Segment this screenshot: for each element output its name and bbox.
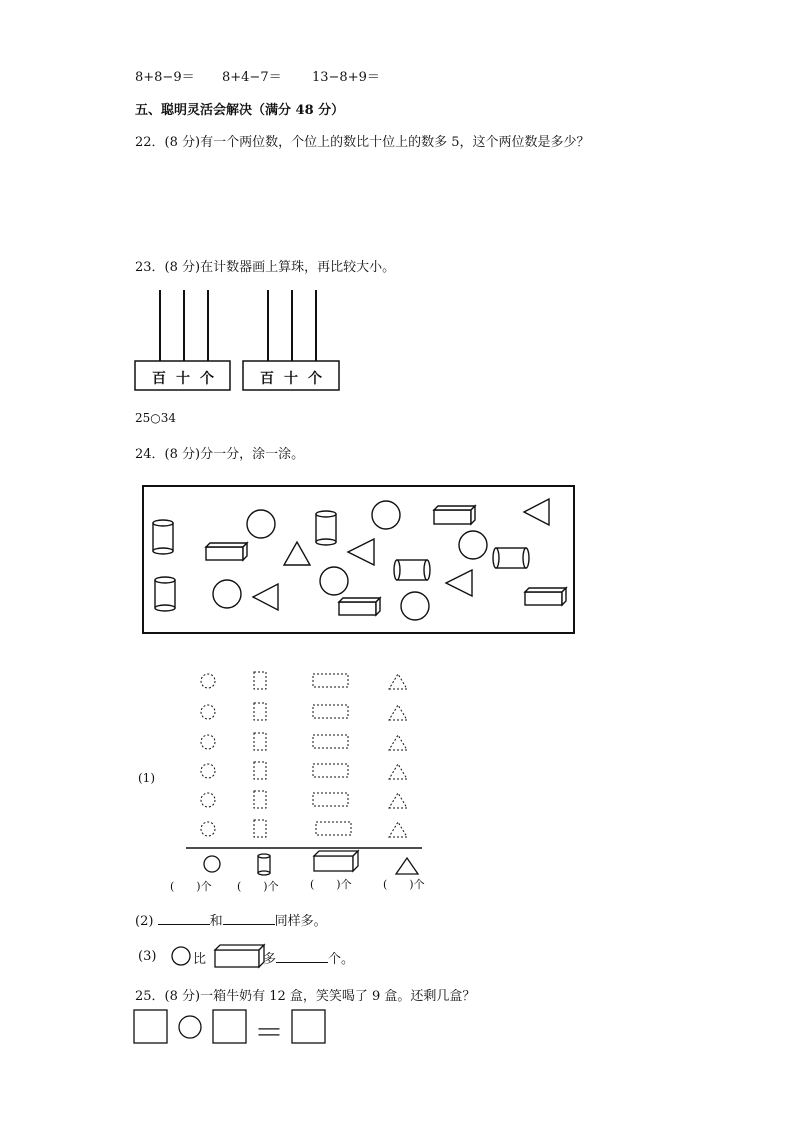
compare-text: 25○34 — [135, 411, 177, 425]
dashed-cylinders — [254, 672, 266, 837]
part3-duo-row — [263, 948, 354, 967]
cylinder-shape — [316, 511, 336, 545]
part3-duo: 多 — [263, 952, 277, 967]
count-cylinder: ( )个 — [237, 880, 279, 893]
part1-label: (1) — [138, 771, 155, 785]
part3-label: (3) — [138, 949, 157, 964]
graph-legend — [204, 851, 418, 875]
circle-shape — [213, 580, 241, 608]
cylinder-shape — [493, 548, 529, 568]
abacus-left-label-hundreds: 百 — [152, 371, 166, 387]
cuboid-shape — [525, 588, 566, 605]
part2-blank-1[interactable] — [158, 912, 210, 925]
answer-box-3 — [292, 1010, 325, 1043]
dashed-triangles — [389, 674, 407, 837]
count-triangle: ( )个 — [383, 878, 425, 891]
part2-label: (2) — [135, 914, 154, 929]
cylinder-shape — [394, 560, 430, 580]
count-cuboid: ( )个 — [310, 878, 352, 891]
operator-circle — [179, 1016, 201, 1038]
legend-cylinder — [258, 854, 270, 875]
circle-shape — [372, 501, 400, 529]
circle-shape — [459, 531, 487, 559]
cylinder-shape — [153, 520, 173, 554]
part3-end: 个。 — [328, 952, 355, 967]
abacus-right-label-tens: 十 — [284, 371, 298, 387]
answer-box-1 — [134, 1010, 167, 1043]
abacus-right-label-ones: 个 — [308, 371, 322, 387]
part3-cuboid — [215, 945, 264, 967]
legend-cuboid — [314, 851, 358, 871]
dashed-grid — [201, 672, 407, 837]
expr-3: 13−8+9＝ — [312, 70, 380, 85]
part3-bi: 比 — [193, 952, 207, 967]
part2-end: 同样多。 — [274, 914, 327, 929]
dashed-cuboids — [313, 674, 351, 835]
cuboid-shape — [339, 598, 380, 615]
abacus-right-label-hundreds: 百 — [260, 371, 274, 387]
answer-box-2 — [213, 1010, 246, 1043]
part3-blank[interactable] — [276, 950, 328, 963]
cylinder-shape — [155, 577, 175, 611]
expr-2: 8+4−7＝ — [222, 70, 282, 85]
circle-shape — [247, 510, 275, 538]
legend-triangle — [396, 858, 418, 874]
abacus-left-label-ones: 个 — [200, 371, 214, 387]
circle-shape — [401, 592, 429, 620]
question-24: 24．(8 分)分一分，涂一涂。 — [135, 447, 305, 462]
part2-blank-2[interactable] — [223, 912, 275, 925]
cuboid-shape — [206, 543, 247, 560]
part2-mid: 和 — [209, 914, 223, 929]
abacus-left-label-tens: 十 — [176, 371, 190, 387]
section-title: 五、聪明灵活会解决（满分 48 分） — [135, 103, 345, 118]
cuboid-shape — [434, 506, 475, 524]
shapes-box — [143, 486, 574, 633]
expr-1: 8+8−9＝ — [135, 70, 195, 85]
question-25: 25．(8 分)一箱牛奶有 12 盒，笑笑喝了 9 盒。还剩几盒？ — [135, 989, 476, 1004]
question-22: 22．(8 分)有一个两位数，个位上的数比十位上的数多 5，这个两位数是多少？ — [135, 135, 590, 150]
part2-row — [135, 910, 327, 929]
answer-boxes — [134, 1010, 325, 1043]
circle-shape — [320, 567, 348, 595]
count-circle: ( )个 — [170, 880, 212, 893]
legend-circle — [204, 856, 220, 872]
equals-sign: ＝ — [254, 1016, 284, 1051]
question-23: 23．(8 分)在计数器画上算珠，再比较大小。 — [135, 260, 396, 275]
dashed-circles — [201, 674, 215, 836]
part3-circle — [172, 947, 190, 965]
